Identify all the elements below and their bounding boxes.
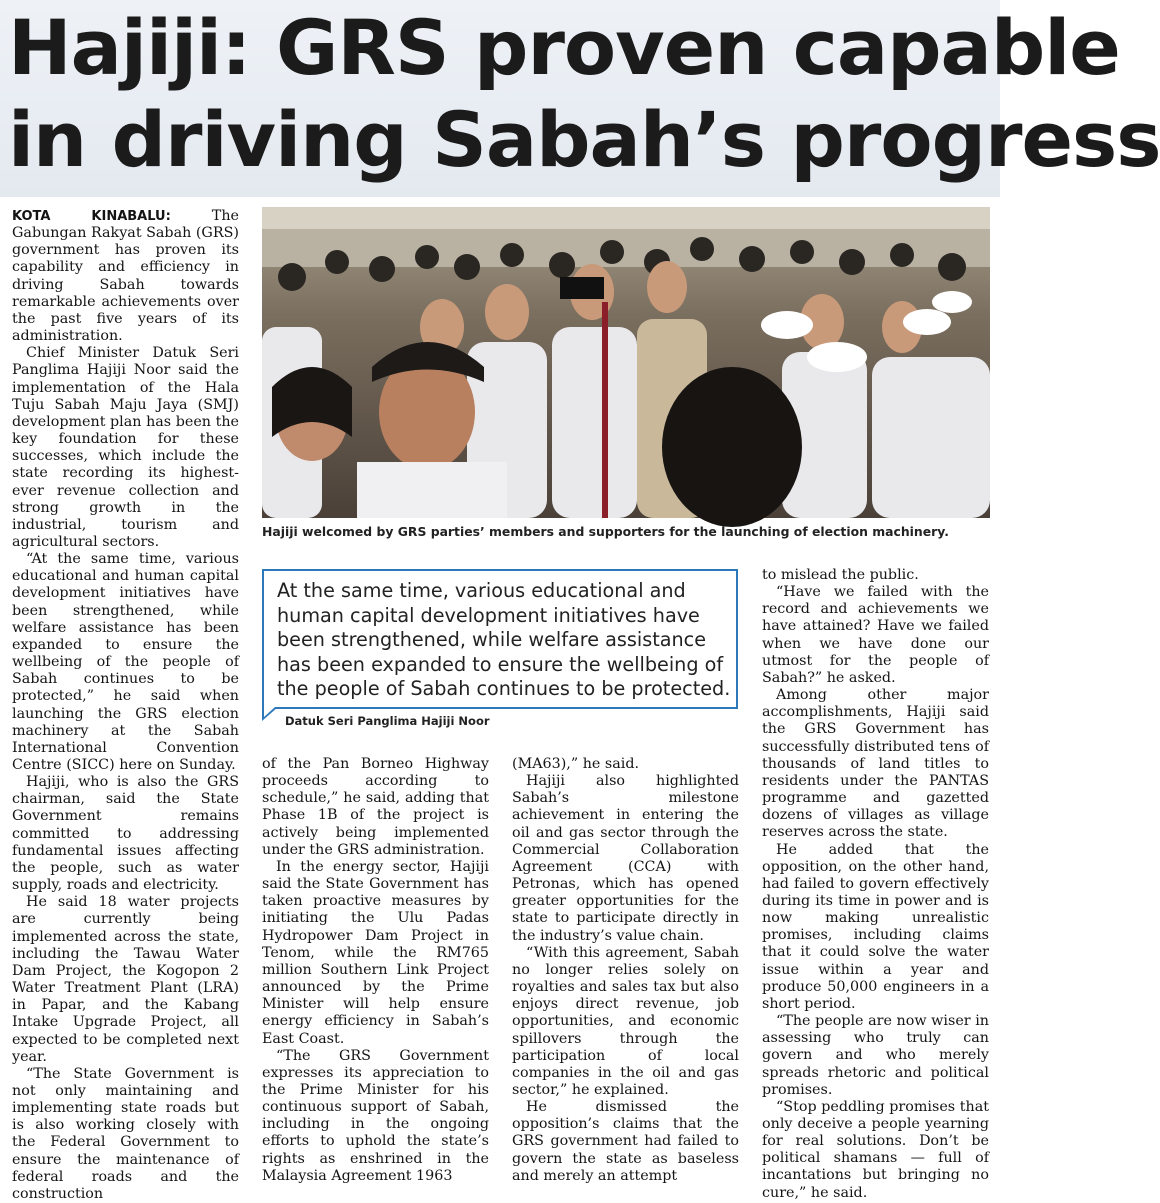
article-paragraph: He said 18 water projects are currently being implemented across the state, including the Tawau Water Dam Project, the Kogopon 2 Water Treatment Plant (LRA) in Papar, and the Kabang Intake Upgrade Project, all expected to be completed next year. [12,894,239,1065]
article-paragraph: “The people are now wiser in assessing who truly can govern and who merely spreads rhetoric and political promises. [762,1013,989,1098]
article-paragraph: (MA63),” he said. [512,756,640,772]
news-photo [262,207,990,518]
headline-banner [0,0,1160,197]
article-paragraph: “Stop peddling promises that only deceive a people yearning for real solutions. Don’t be political shamans — full of incantations but bringing no cure,” he said. [762,1098,989,1201]
headline-line-2: in driving Sabah’s progress [8,95,1160,184]
article-paragraph: In the energy sector, Hajiji said the State Government has taken proactive measures by initiating the Ulu Padas Hydropower Dam Project in Tenom, while the RM765 million Southern Link Project announced by the Prime Minister will help ensure energy efficiency in Sabah’s East Coast. [262,858,489,1047]
article-paragraph: Hajiji, who is also the GRS chairman, said the State Government remains committed to addressing fundamental issues affecting the people, such as water supply, roads and electricity. [12,774,239,894]
headline [8,2,1160,186]
article-paragraph: “The State Government is not only maintaining and implementing state roads but is also working closely with the Federal Government to ensure the maintenance of federal roads and the construction [12,1065,239,1202]
dateline: KOTA KINABALU: [12,209,171,224]
article-paragraph: “Have we failed with the record and achievements we have attained? Have we failed when we have done our utmost for the people of Sabah?” he asked. [762,584,989,686]
article-column-1 [12,208,239,1203]
article-paragraph: He dismissed the opposition’s claims that the GRS government had failed to govern the state as baseless and merely an attempt [512,1099,739,1184]
photo-caption: Hajiji welcomed by GRS parties’ members and supporters for the launching of election machinery. [262,524,949,539]
article-column-4 [762,567,989,1202]
article-paragraph: “With this agreement, Sabah no longer relies solely on royalties and sales tax but also enjoys direct revenue, job opportunities, and economic spillovers through the participation of local companies in the oil and gas sector,” he explained. [512,944,739,1098]
article-paragraph: He added that the opposition, on the other hand, had failed to govern effectively during its time in power and is now making unrealistic promises, including claims that it could solve the water issue within a year and produce 50,000 engineers in a short period. [762,841,989,1012]
article-paragraph: of the Pan Borneo Highway proceeds according to schedule,” he said, adding that Phase 1B of the project is actively being implemented under the GRS administration. [262,756,489,858]
article-column-2 [262,756,489,1185]
crowd-photo-illustration [262,207,990,518]
pull-quote-box [262,569,738,709]
quote-pointer-inner [264,707,275,717]
article-paragraph: “At the same time, various educational and human capital development initiatives have been strengthened, while welfare assistance has been expanded to ensure the wellbeing of the people of Sabah continues to be protected,” he said when launching the GRS election machinery at the Sabah International Convention Centre (SICC) here on Sunday. [12,551,239,773]
pull-quote-attribution: Datuk Seri Panglima Hajiji Noor [285,714,490,728]
article-paragraph: Chief Minister Datuk Seri Panglima Hajiji Noor said the implementation of the Hala Tuju Sabah Maju Jaya (SMJ) development plan has been the key foundation for these successes, which include the state recording its highest-ever revenue collection and strong growth in the industrial, tourism and agricultural sectors. [12,345,239,550]
headline-line-1: Hajiji: GRS proven capable [8,3,1120,92]
article-paragraph: KOTA KINABALU: The Gabungan Rakyat Sabah (GRS) government has proven its capability and efficiency in driving Sabah towards remarkable achievements over the past five years of its administration. [12,208,239,345]
article-paragraph: Among other major accomplishments, Hajiji said the GRS Government has successfully distributed tens of thousands of land titles to residents under the PANTAS programme and gazetted dozens of villages as village reserves across the state. [762,687,989,841]
article-paragraph: Hajiji also highlighted Sabah’s milestone achievement in entering the oil and gas sector through the Commercial Collaboration Agreement (CCA) with Petronas, which has opened greater opportunities for the state to participate directly in the industry’s value chain. [512,773,739,944]
article-column-3 [512,756,739,1185]
article-paragraph: “The GRS Government expresses its appreciation to the Prime Minister for his continuous support of Sabah, including in the ongoing efforts to uphold the state’s rights as enshrined in the Malaysia Agreement 1963 [262,1047,489,1184]
article-paragraph: to mislead the public. [762,567,919,583]
pull-quote-text: At the same time, various educational and human capital development initiatives have been strengthened, while welfare assistance has been expanded to ensure the wellbeing of the people of Sabah continues to be protected. [277,579,731,700]
